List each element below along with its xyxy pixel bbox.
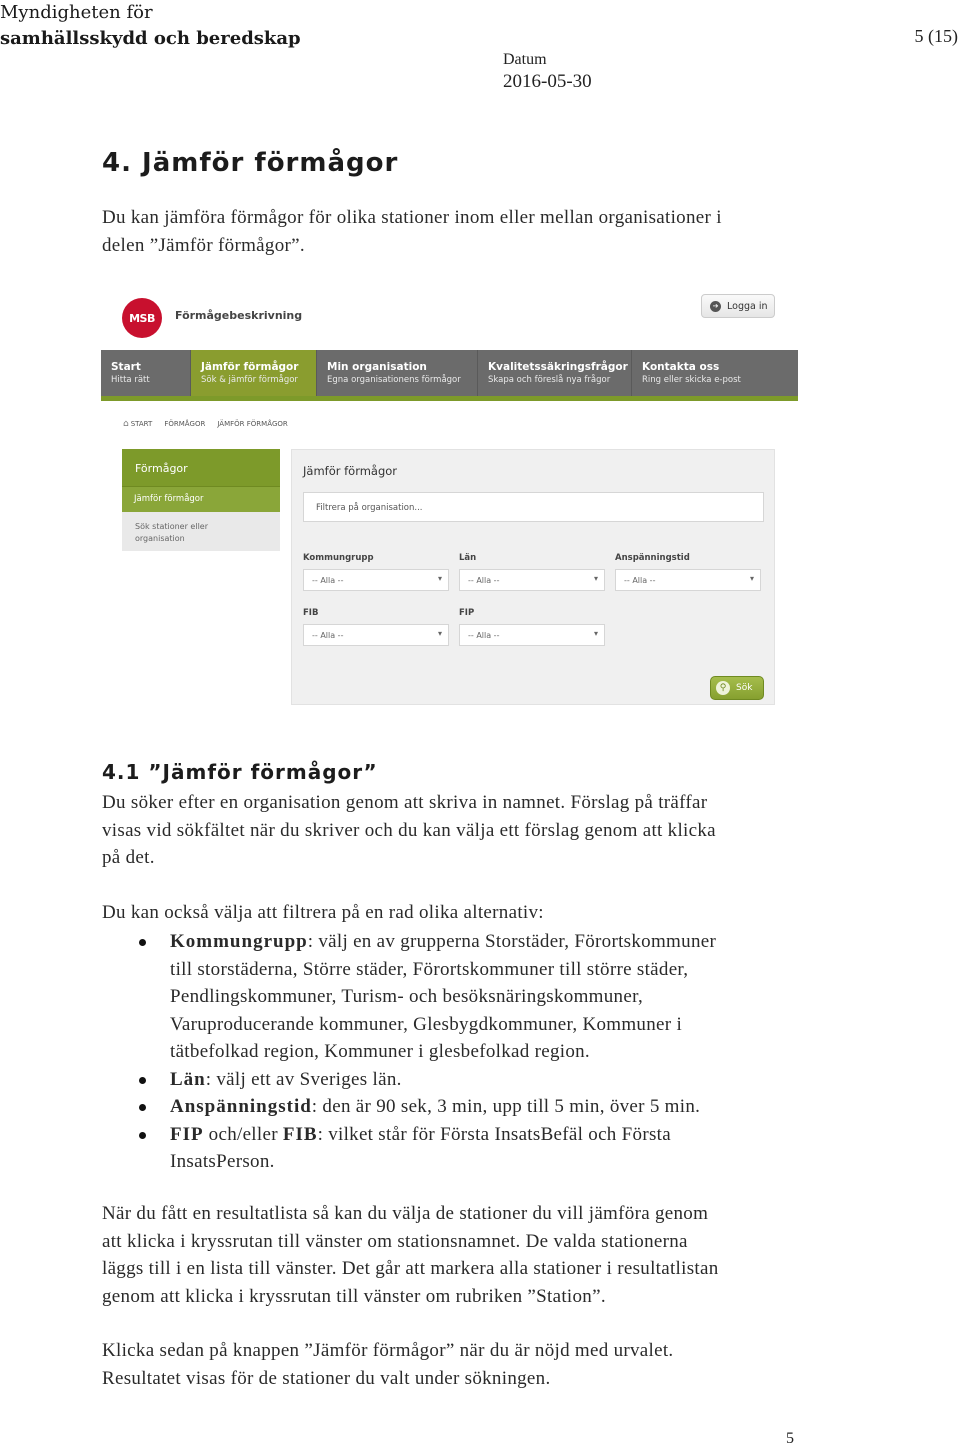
kommungrupp-select[interactable] bbox=[303, 569, 449, 591]
list-item-kommungrupp bbox=[136, 928, 816, 1066]
nav-title: Kontakta oss bbox=[642, 361, 720, 373]
breadcrumb-start[interactable] bbox=[123, 419, 152, 429]
nav-item-compare[interactable] bbox=[191, 350, 317, 396]
filter-options-list bbox=[136, 928, 816, 1176]
nav-item-contact[interactable] bbox=[632, 350, 798, 396]
date-label: Datum bbox=[503, 51, 547, 68]
app-screenshot bbox=[101, 282, 798, 712]
section-4-1-heading: 4.1 ”Jämför förmågor” bbox=[102, 760, 378, 784]
section-4-1-paragraph-4 bbox=[102, 1337, 674, 1392]
nav-item-start[interactable] bbox=[101, 350, 191, 396]
intro-line: Du kan jämföra förmågor för olika stationer inom eller mellan organisationer i bbox=[102, 207, 722, 228]
text-line: tätbefolkad region, Kommuner i glesbefolkad region. bbox=[170, 1041, 590, 1062]
section-4-intro bbox=[102, 204, 722, 259]
text-line: läggs till i en lista till vänster. Det går att markera alla stationer i resultatlistan bbox=[102, 1258, 719, 1279]
text-line: Pendlingskommuner, Turism- och besöksnäringskommuner, bbox=[170, 986, 644, 1007]
date-value: 2016-05-30 bbox=[503, 71, 592, 92]
filter-label-lan: Län bbox=[459, 553, 477, 563]
filter-label-fib: FIB bbox=[303, 608, 319, 618]
filter-label-anspanningstid: Anspänningstid bbox=[615, 553, 690, 563]
section-4-heading: 4. Jämför förmågor bbox=[102, 148, 399, 178]
text-line: att klicka i kryssrutan till vänster om stationsnamnet. De valda stationerna bbox=[102, 1230, 688, 1252]
select-value: -- Alla -- bbox=[624, 576, 656, 585]
panel-title: Jämför förmågor bbox=[303, 464, 398, 478]
select-value: -- Alla -- bbox=[312, 576, 344, 585]
text-line: Du söker efter en organisation genom att skriva in namnet. Förslag på träffar bbox=[102, 792, 708, 813]
chevron-down-icon: ▾ bbox=[593, 574, 598, 583]
page-count: 5 (15) bbox=[914, 26, 958, 46]
chevron-down-icon: ▾ bbox=[749, 574, 754, 583]
sidebar-item-search[interactable] bbox=[122, 512, 280, 545]
search-button-label: Sök bbox=[736, 683, 753, 693]
organisation-search-input[interactable]: Filtrera på organisation... bbox=[303, 492, 764, 522]
breadcrumb-compare[interactable]: JÄMFÖR FÖRMÅGOR bbox=[217, 420, 288, 428]
sidebar bbox=[122, 449, 280, 551]
lan-select[interactable] bbox=[459, 569, 605, 591]
nav-sub: Egna organisationens förmågor bbox=[327, 375, 461, 385]
search-icon: ⚲ bbox=[716, 681, 730, 695]
login-button[interactable] bbox=[701, 294, 775, 318]
text-line: visas vid sökfältet när du skriver och du kan välja ett förslag genom att klicka bbox=[102, 819, 716, 841]
text-line: genom att klicka i kryssrutan till vänster om rubriken ”Station”. bbox=[102, 1285, 606, 1307]
term: FIP bbox=[170, 1123, 204, 1145]
select-value: -- Alla -- bbox=[468, 631, 500, 640]
select-value: -- Alla -- bbox=[468, 576, 500, 585]
login-arrow-icon: ➔ bbox=[710, 301, 721, 312]
sidebar-item-compare[interactable]: Jämför förmågor bbox=[122, 486, 280, 512]
section-4-1-paragraph-2: Du kan också välja att filtrera på en rad olika alternativ: bbox=[102, 902, 544, 923]
site-name: Förmågebeskrivning bbox=[175, 309, 303, 322]
text-line: : välj ett av Sveriges län. bbox=[205, 1068, 402, 1090]
home-icon: ⌂ bbox=[123, 419, 129, 429]
text-line: på det. bbox=[102, 847, 155, 868]
nav-title: Min organisation bbox=[327, 361, 427, 373]
sidebar-heading[interactable]: Förmågor bbox=[122, 449, 280, 486]
sidebar-sub-line: organisation bbox=[135, 534, 185, 543]
search-button[interactable] bbox=[710, 676, 764, 700]
text-line: Klicka sedan på knappen ”Jämför förmågor” när du är nöjd med urvalet. bbox=[102, 1340, 674, 1361]
date-block bbox=[503, 50, 592, 94]
compare-panel bbox=[291, 449, 775, 705]
text-line: Varuproducerande kommuner, Glesbygdkommuner, Kommuner i bbox=[170, 1013, 683, 1035]
term: Anspänningstid bbox=[170, 1096, 312, 1117]
section-4-1-paragraph-3 bbox=[102, 1200, 719, 1310]
nav-sub: Skapa och föreslå nya frågor bbox=[488, 375, 611, 385]
term: FIB bbox=[282, 1123, 318, 1145]
text-line: : den är 90 sek, 3 min, upp till 5 min, över 5 min. bbox=[311, 1096, 701, 1117]
section-4-1-paragraph-1 bbox=[102, 789, 716, 872]
nav-sub: Hitta rätt bbox=[111, 375, 150, 385]
intro-line: delen ”Jämför förmågor”. bbox=[102, 234, 305, 256]
text-line: till storstäderna, Större städer, Förortskommuner till större städer, bbox=[170, 958, 689, 980]
sidebar-sub-line: Sök stationer eller bbox=[135, 522, 209, 531]
organisation-name bbox=[0, 0, 301, 52]
breadcrumb bbox=[123, 419, 288, 429]
org-line-1: Myndigheten för bbox=[0, 2, 153, 23]
breadcrumb-label: START bbox=[130, 420, 153, 428]
term: Län bbox=[170, 1068, 206, 1090]
main-nav bbox=[101, 350, 798, 401]
list-item-lan bbox=[136, 1066, 816, 1094]
list-item-fip-fib bbox=[136, 1121, 816, 1176]
chevron-down-icon: ▾ bbox=[593, 629, 598, 638]
nav-title: Start bbox=[111, 361, 141, 373]
nav-title: Jämför förmågor bbox=[201, 361, 299, 373]
org-line-2: samhällsskydd och beredskap bbox=[0, 28, 301, 49]
text-line: InsatsPerson. bbox=[170, 1151, 275, 1172]
filter-label-fip: FIP bbox=[459, 608, 475, 618]
text-line: Resultatet visas för de stationer du valt under sökningen. bbox=[102, 1367, 551, 1389]
text-fragment: och/eller bbox=[203, 1123, 283, 1145]
text-line: : välj en av grupperna Storstäder, Förortskommuner bbox=[307, 931, 717, 952]
msb-logo: MSB bbox=[122, 298, 162, 338]
footer-page-number: 5 bbox=[786, 1430, 794, 1447]
term: Kommungrupp bbox=[170, 931, 308, 952]
breadcrumb-formagor[interactable]: FÖRMÅGOR bbox=[164, 420, 206, 428]
nav-title: Kvalitetssäkringsfrågor bbox=[488, 361, 628, 373]
text-line: När du fått en resultatlista så kan du välja de stationer du vill jämföra genom bbox=[102, 1203, 709, 1224]
nav-item-quality[interactable] bbox=[478, 350, 632, 396]
filter-label-kommungrupp: Kommungrupp bbox=[303, 553, 374, 563]
list-item-anspanningstid bbox=[136, 1093, 816, 1121]
nav-sub: Sök & jämför förmågor bbox=[201, 375, 298, 385]
fip-select[interactable] bbox=[459, 624, 605, 646]
text-line: : vilket står för Första InsatsBefäl och Första bbox=[317, 1123, 671, 1145]
chevron-down-icon: ▾ bbox=[437, 574, 442, 583]
nav-sub: Ring eller skicka e-post bbox=[642, 375, 741, 385]
chevron-down-icon: ▾ bbox=[437, 629, 442, 638]
nav-item-my-org[interactable] bbox=[317, 350, 478, 396]
fib-select[interactable] bbox=[303, 624, 449, 646]
anspanningstid-select[interactable] bbox=[615, 569, 761, 591]
select-value: -- Alla -- bbox=[312, 631, 344, 640]
login-label: Logga in bbox=[727, 300, 768, 312]
